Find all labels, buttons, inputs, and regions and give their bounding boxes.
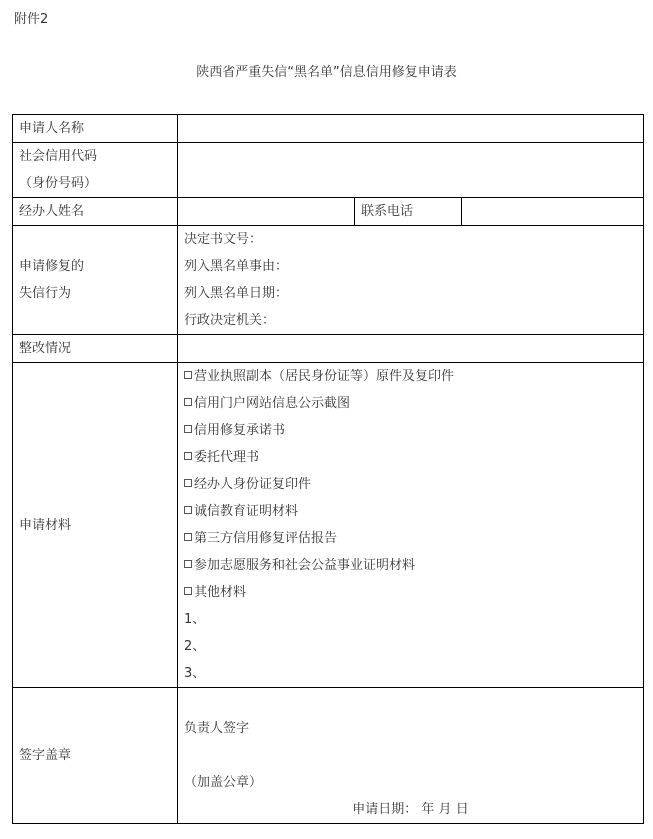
id-number-label: （身份号码） bbox=[19, 176, 98, 191]
material-item[interactable]: 参加志愿服务和社会公益事业证明材料 bbox=[184, 552, 643, 579]
responsible-signature[interactable]: 负责人签字 bbox=[184, 721, 250, 736]
credit-code-label: 社会信用代码 bbox=[19, 149, 98, 164]
behavior-label-cell bbox=[13, 226, 178, 335]
checkbox-icon[interactable] bbox=[184, 425, 192, 433]
behavior-label-line-2: 失信行为 bbox=[19, 286, 72, 301]
row-rectification bbox=[13, 335, 644, 363]
row-credit-code bbox=[13, 143, 644, 198]
checkbox-icon[interactable] bbox=[184, 398, 192, 406]
material-item[interactable]: 信用门户网站信息公示截图 bbox=[184, 390, 643, 417]
material-item[interactable]: 其他材料 bbox=[184, 579, 643, 606]
phone-label: 联系电话 bbox=[355, 198, 462, 226]
credit-code-label-cell bbox=[13, 143, 178, 198]
material-item[interactable]: 第三方信用修复评估报告 bbox=[184, 525, 643, 552]
checkbox-icon[interactable] bbox=[184, 452, 192, 460]
material-item[interactable]: 营业执照副本（居民身份证等）原件及复印件 bbox=[184, 363, 643, 390]
other-item-3[interactable]: 3、 bbox=[184, 666, 206, 681]
checkbox-icon[interactable] bbox=[184, 371, 192, 379]
material-item[interactable]: 信用修复承诺书 bbox=[184, 417, 643, 444]
rectification-label: 整改情况 bbox=[13, 335, 178, 363]
behavior-label-line-1: 申请修复的 bbox=[19, 259, 85, 274]
row-dishonest-behavior bbox=[13, 226, 644, 335]
row-materials bbox=[13, 363, 644, 688]
other-item-2[interactable]: 2、 bbox=[184, 639, 206, 654]
attachment-number: 附件2 bbox=[14, 12, 49, 27]
material-item[interactable]: 经办人身份证复印件 bbox=[184, 471, 643, 498]
credit-code-field[interactable] bbox=[178, 143, 644, 198]
handler-name-field[interactable] bbox=[178, 198, 355, 226]
application-form-table bbox=[12, 114, 644, 824]
row-signature bbox=[13, 688, 644, 824]
checkbox-icon[interactable] bbox=[184, 533, 192, 541]
handler-name-label: 经办人姓名 bbox=[13, 198, 178, 226]
materials-label: 申请材料 bbox=[13, 363, 178, 688]
material-item[interactable]: 诚信教育证明材料 bbox=[184, 498, 643, 525]
form-title: 陕西省严重失信“黑名单”信息信用修复申请表 bbox=[196, 65, 457, 80]
row-handler bbox=[13, 198, 644, 226]
checkbox-icon[interactable] bbox=[184, 506, 192, 514]
checkbox-icon[interactable] bbox=[184, 587, 192, 595]
material-item[interactable]: 委托代理书 bbox=[184, 444, 643, 471]
checkbox-icon[interactable] bbox=[184, 560, 192, 568]
signature-cell bbox=[178, 688, 644, 824]
signature-spacer bbox=[184, 688, 643, 715]
blacklist-reason-field[interactable]: 列入黑名单事由： bbox=[184, 259, 289, 274]
rectification-field[interactable] bbox=[178, 335, 644, 363]
signature-spacer bbox=[184, 742, 643, 769]
behavior-fields-cell[interactable] bbox=[178, 226, 644, 335]
applicant-name-field[interactable] bbox=[178, 115, 644, 143]
phone-field[interactable] bbox=[462, 198, 644, 226]
sign-label: 签字盖章 bbox=[13, 688, 178, 824]
row-applicant-name bbox=[13, 115, 644, 143]
application-date[interactable]: 申请日期： 年 月 日 bbox=[352, 802, 469, 817]
blacklist-date-field[interactable]: 列入黑名单日期： bbox=[184, 286, 289, 301]
official-seal[interactable]: （加盖公章） bbox=[184, 775, 263, 790]
materials-list bbox=[178, 363, 644, 688]
checkbox-icon[interactable] bbox=[184, 479, 192, 487]
decision-number-field[interactable]: 决定书文号： bbox=[184, 232, 263, 247]
decision-authority-field[interactable]: 行政决定机关： bbox=[184, 313, 276, 328]
other-item-1[interactable]: 1、 bbox=[184, 612, 206, 627]
applicant-name-label: 申请人名称 bbox=[13, 115, 178, 143]
